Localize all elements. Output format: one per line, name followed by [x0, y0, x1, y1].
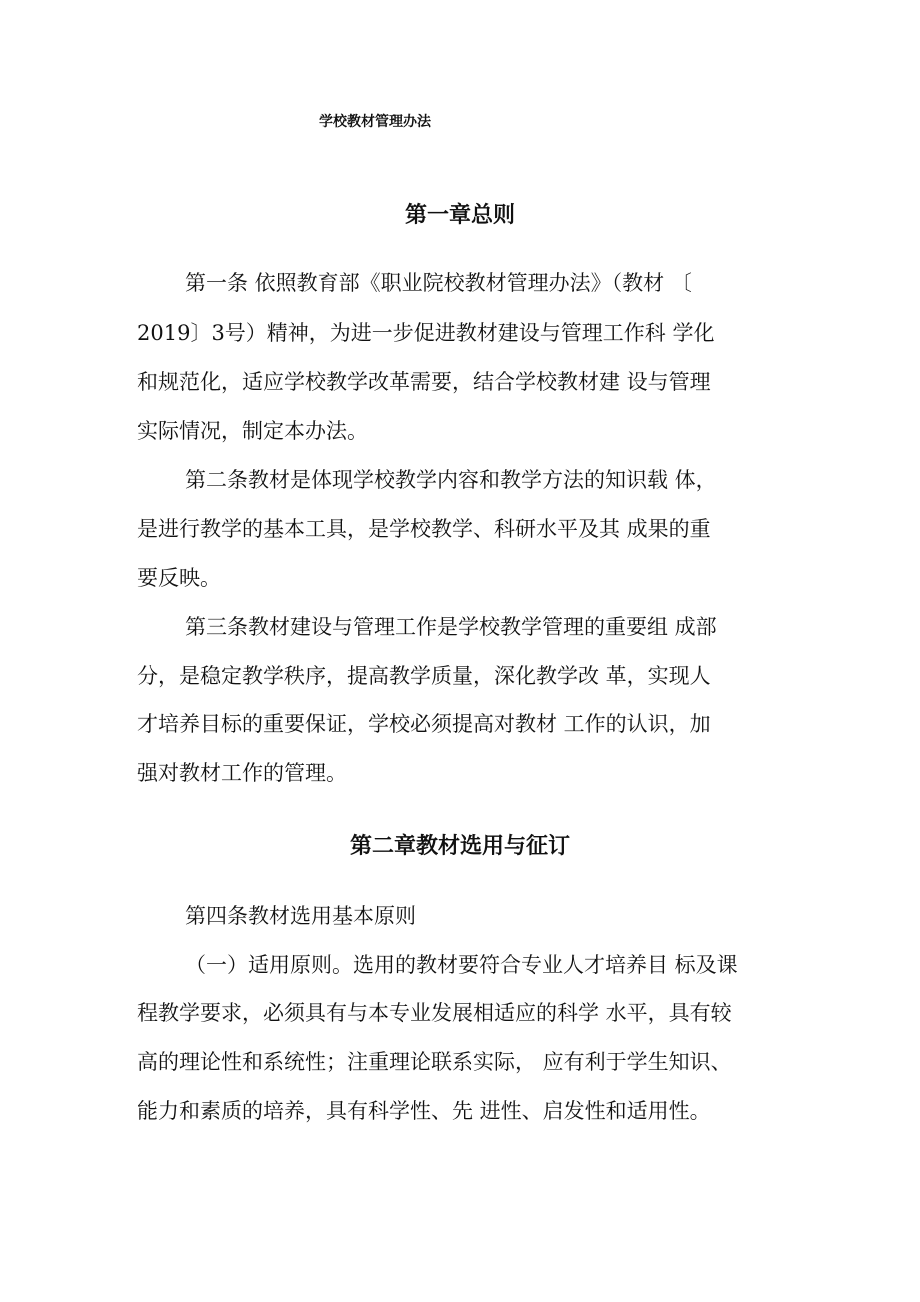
principle-1-line-4: 能力和素质的培养，具有科学性、先 进性、启发性和适用性。	[137, 1099, 711, 1123]
chapter-2-title: 第二章教材选用与征订	[349, 834, 570, 859]
principle-1-line-3: 高的理论性和系统性；注重理论联系实际， 应有利于学生知识、	[137, 1050, 732, 1074]
article-3-line-1: 第三条教材建设与管理工作是学校教学管理的重要组 成部	[185, 615, 717, 639]
article-1-line-2: 2019〕3号）精神，为进一步促进教材建设与管理工作科 学化	[137, 321, 715, 345]
article-2-line-3: 要反映。	[137, 566, 221, 590]
article-1-line-1: 第一条 依照教育部《职业院校教材管理办法》（教材 〔	[185, 271, 692, 295]
article-1-line-3: 和规范化，适应学校教学改革需要，结合学校教材建 设与管理	[137, 370, 711, 394]
article-2-line-1: 第二条教材是体现学校教学内容和教学方法的知识载 体，	[185, 468, 717, 492]
principle-1-line-2: 程教学要求，必须具有与本专业发展相适应的科学 水平，具有较	[137, 1001, 732, 1025]
article-2-line-2: 是进行教学的基本工具，是学校教学、科研水平及其 成果的重	[137, 517, 711, 541]
chapter-1-title: 第一章总则	[404, 203, 515, 228]
article-1-line-4: 实际情况，制定本办法。	[137, 419, 368, 443]
article-3-line-4: 强对教材工作的管理。	[137, 761, 347, 785]
document-header: 学校教材管理办法	[319, 114, 431, 130]
principle-1-line-1: （一）适用原则。选用的教材要符合专业人才培养目 标及课	[185, 953, 738, 977]
article-4-heading: 第四条教材选用基本原则	[185, 904, 416, 928]
article-3-line-3: 才培养目标的重要保证，学校必须提高对教材 工作的认识，加	[137, 712, 711, 736]
article-3-line-2: 分，是稳定教学秩序，提高教学质量，深化教学改 革，实现人	[137, 664, 711, 688]
